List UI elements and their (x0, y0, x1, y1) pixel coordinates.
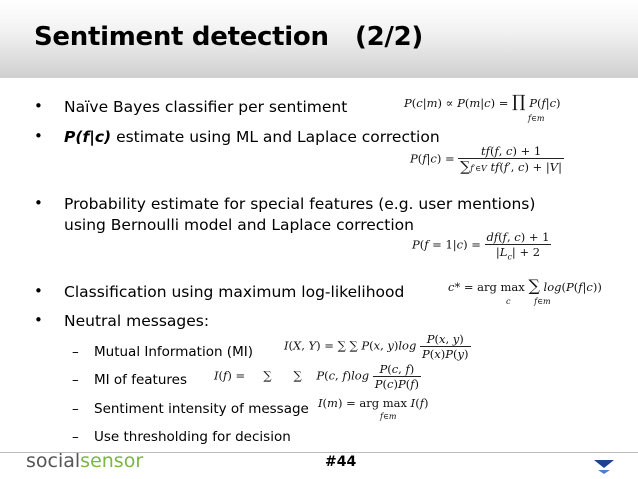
sub-bullet-text: MI of features (94, 372, 187, 388)
bullet-text: using Bernoulli model and Laplace correction (64, 216, 414, 234)
bullet-bold-term: P(f|c) (64, 128, 112, 146)
bullet-dot: • (34, 282, 43, 300)
bullet-dot: • (34, 127, 43, 145)
formula-naive-bayes: P(c|m) ∝ P(m|c) = ∏ P(f|c) f∈m (404, 92, 561, 123)
slide-title: Sentiment detection (34, 22, 329, 52)
formula-sentiment-intensity: I(m) = arg max I(f) f∈m (318, 396, 429, 421)
sub-bullet-text: Use thresholding for decision (94, 429, 291, 445)
formula-mutual-information: I(X, Y) = ∑ ∑ P(x, y)log $\frac{P(x, y)}{P(x)P(y)}$ (284, 332, 469, 361)
sub-bullet-text: Mutual Information (MI) (94, 344, 253, 360)
formula-argmax: c* = arg max ∑ log(P(f|c)) c f∈m (448, 276, 602, 306)
sub-bullet-text: Sentiment intensity of message (94, 401, 309, 417)
formula-laplace: P(f|c) = $\frac{tf(f, c) + 1}{\text{∑f′∈V tf(f′, c) + |V|}}$ (410, 144, 562, 175)
bullet-text: Probability estimate for special features (e.g. user mentions) (64, 195, 536, 213)
socialsensor-logo: socialsensor (26, 450, 144, 472)
bullet-dot: • (34, 97, 43, 115)
bullet-text: Naïve Bayes classifier per sentiment (64, 98, 348, 116)
formula-mi-features: I(f) = ∑ ∑ P(c, f)log $\frac{P(c, f)}{P(c)P(f)}$ (214, 362, 419, 391)
slide-title-counter: (2/2) (355, 22, 423, 52)
bullet-dot: • (34, 311, 43, 329)
page-number: #44 (325, 454, 357, 470)
bullet-text: estimate using ML and Laplace correction (116, 128, 440, 146)
eu-fp7-logo-icon (588, 456, 620, 476)
formula-bernoulli: P(f = 1|c) = $\frac{df(f, c) + 1}{|L_c| + 2}$ (412, 230, 550, 262)
bullet-dot: • (34, 194, 43, 212)
bullet-text: Neutral messages: (64, 312, 210, 330)
bullet-text: Classification using maximum log-likelihood (64, 283, 405, 301)
